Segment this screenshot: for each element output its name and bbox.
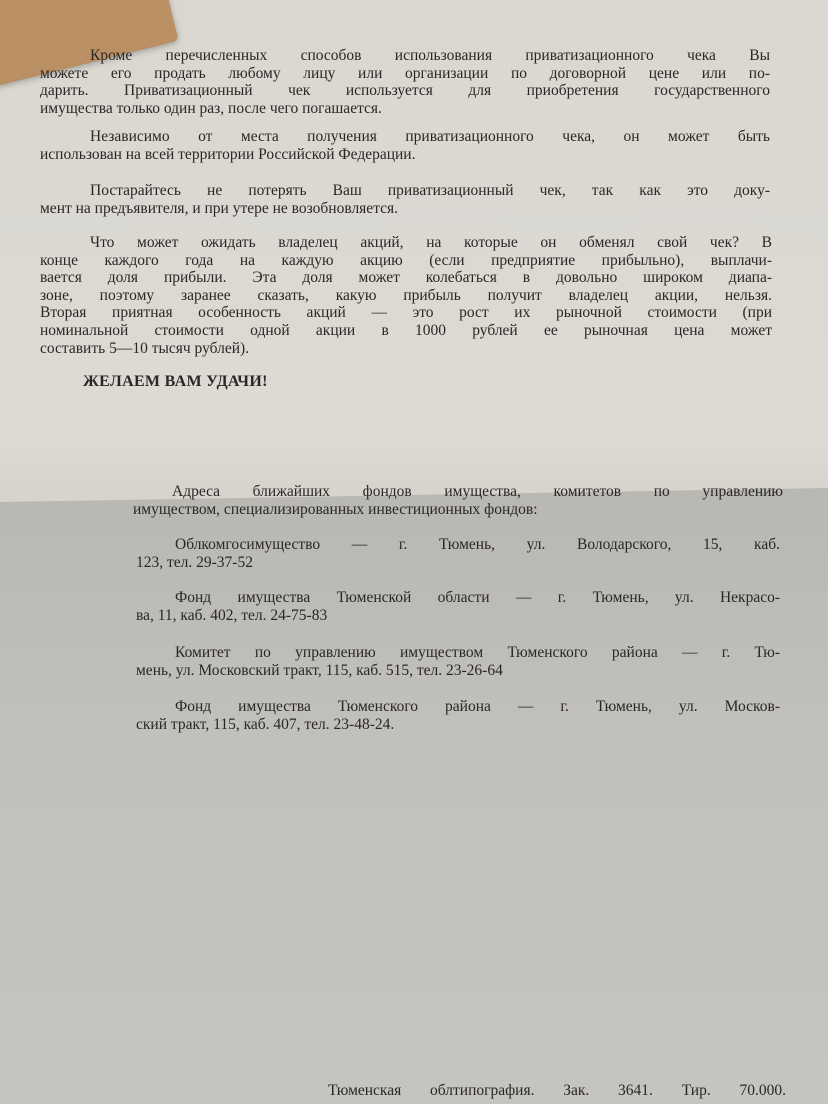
- paragraph-2: [40, 128, 770, 163]
- text-line: Вторая приятная особенность акций — это рост их рыночной стоимости (при: [40, 304, 772, 322]
- text-line: зоне, поэтому заранее сказать, какую прибыль получит владелец акции, нельзя.: [40, 286, 772, 304]
- text-line: конце каждого года на каждую акцию (если предприятие прибыльно), выплачи-: [40, 251, 772, 269]
- text-line: мень, ул. Московский тракт, 115, каб. 515, тел. 23-26-64: [136, 661, 503, 679]
- text-line: имущества только один раз, после чего погашается.: [40, 99, 382, 117]
- text-line: Комитет по управлению имуществом Тюменского района — г. Тю-: [175, 644, 780, 661]
- text-line: Фонд имущества Тюменского района — г. Тюмень, ул. Москов-: [175, 698, 780, 715]
- address-entry: [136, 644, 780, 679]
- text-line: Адреса ближайших фондов имущества, комитетов по управлению: [172, 483, 783, 500]
- paragraph-1: [40, 47, 770, 117]
- text-line: можете его продать любому лицу или организации по договорной цене или по-: [40, 64, 770, 82]
- text-line: Что может ожидать владелец акций, на которые он обменял свой чек? В: [90, 234, 772, 251]
- folded-lower-section: [0, 488, 828, 1104]
- text-line: мент на предъявителя, и при утере не возобновляется.: [40, 199, 399, 217]
- text-line: использован на всей территории Российской Федерации.: [40, 145, 416, 163]
- text-line: ский тракт, 115, каб. 407, тел. 23-48-24.: [136, 715, 395, 733]
- addresses-intro: [133, 483, 783, 518]
- text-line: дарить. Приватизационный чек используется для приобретения государственного: [40, 82, 770, 100]
- printer-imprint: Тюменская облтипография. Зак. 3641. Тир. 70.000.: [328, 1082, 786, 1099]
- text-line: Кроме перечисленных способов использования приватизационного чека Вы: [90, 47, 770, 64]
- text-line: ва, 11, каб. 402, тел. 24-75-83: [136, 606, 328, 624]
- text-line: Независимо от места получения приватизационного чека, он может быть: [90, 128, 770, 145]
- paragraph-4: [40, 234, 772, 357]
- text-line: 123, тел. 29-37-52: [136, 553, 253, 571]
- text-line: Облкомгосимущество — г. Тюмень, ул. Володарского, 15, каб.: [175, 536, 780, 553]
- closing-heading: ЖЕЛАЕМ ВАМ УДАЧИ!: [83, 373, 268, 390]
- address-entry: [136, 589, 780, 624]
- text-line: Постарайтесь не потерять Ваш приватизационный чек, так как это доку-: [90, 182, 770, 199]
- paragraph-3: [40, 182, 770, 217]
- text-line: вается доля прибыли. Эта доля может колебаться в довольно широком диапа-: [40, 269, 772, 287]
- address-entry: [136, 698, 780, 733]
- address-entry: [136, 536, 780, 571]
- text-line: имуществом, специализированных инвестиционных фондов:: [133, 500, 538, 518]
- text-line: составить 5—10 тысяч рублей).: [40, 339, 250, 357]
- text-line: номинальной стоимости одной акции в 1000 рублей ее рыночная цена может: [40, 321, 772, 339]
- text-line: Фонд имущества Тюменской области — г. Тюмень, ул. Некрасо-: [175, 589, 780, 606]
